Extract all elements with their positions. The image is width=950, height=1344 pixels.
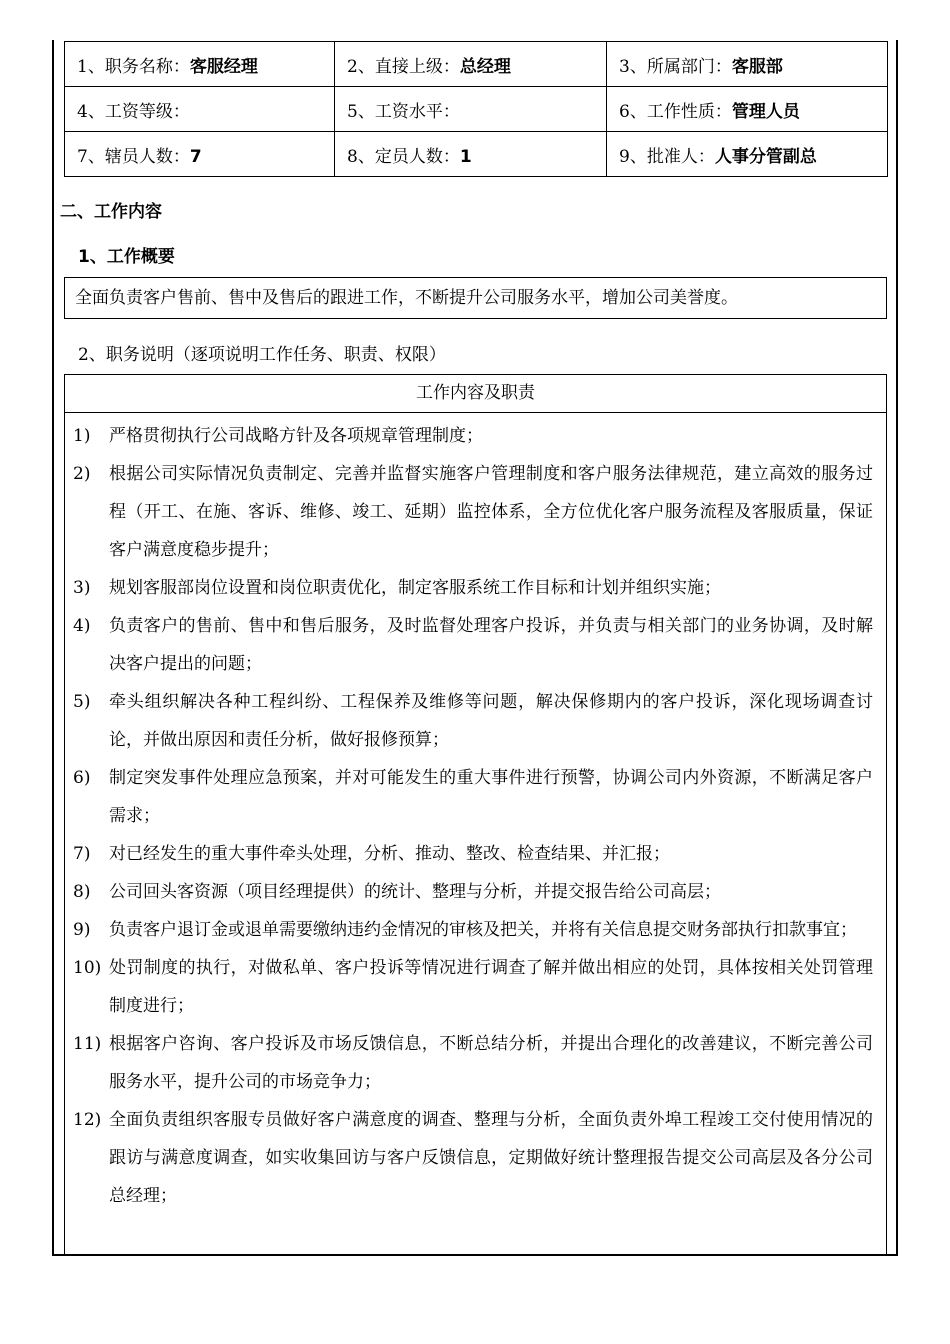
info-value: 客服部: [731, 56, 783, 77]
duty-text: 处罚制度的执行，对做私单、客户投诉等情况进行调查了解并做出相应的处罚，具体按相关处罚管理制度进行；: [109, 958, 873, 1016]
duty-text: 制定突发事件处理应急预案，并对可能发生的重大事件进行预警，协调公司内外资源，不断满足客户需求；: [109, 768, 873, 826]
duty-item: [65, 873, 886, 911]
duty-item: [65, 911, 886, 949]
info-label: 7、辖员人数：: [77, 146, 190, 167]
info-label: 5、工资水平：: [347, 101, 460, 122]
summary-title: 1、工作概要: [78, 247, 175, 267]
duty-item: [65, 949, 886, 1025]
info-cell: [335, 87, 607, 132]
duty-number: 8): [73, 882, 91, 902]
duty-text: 公司回头客资源（项目经理提供）的统计、整理与分析，并提交报告给公司高层；: [109, 882, 721, 902]
info-value: 客服经理: [189, 56, 258, 77]
duty-number: 1): [73, 426, 91, 446]
section-title: 二、工作内容: [60, 202, 162, 222]
duty-number: 4): [73, 616, 91, 636]
duty-number: 5): [73, 692, 91, 712]
info-row: [65, 132, 888, 177]
duty-number: 10): [73, 958, 102, 978]
duty-item: [65, 835, 886, 873]
info-value: 人事分管副总: [714, 146, 817, 167]
duty-text: 对已经发生的重大事件牵头处理，分析、推动、整改、检查结果、并汇报；: [109, 844, 670, 864]
duty-number: 9): [73, 920, 91, 940]
info-cell: [335, 42, 607, 87]
duty-text: 严格贯彻执行公司战略方针及各项规章管理制度；: [109, 426, 483, 446]
duty-number: 7): [73, 844, 91, 864]
info-label: 6、工作性质：: [619, 101, 732, 122]
duty-number: 6): [73, 768, 91, 788]
duty-number: 3): [73, 578, 91, 598]
duty-text: 牵头组织解决各种工程纠纷、工程保养及维修等问题，解决保修期内的客户投诉，深化现场调查讨论，并做出原因和责任分析，做好报修预算；: [109, 692, 873, 750]
info-value: 总经理: [459, 56, 511, 77]
info-row: [65, 87, 888, 132]
duty-text: 全面负责组织客服专员做好客户满意度的调查、整理与分析，全面负责外埠工程竣工交付使用情况的跟访与满意度调查，如实收集回访与客户反馈信息，定期做好统计整理报告提交公司高层及各分公司总经理；: [109, 1110, 873, 1206]
duty-item: [65, 607, 886, 683]
info-cell: [607, 132, 888, 177]
duty-table: [64, 374, 887, 1254]
info-cell: [607, 42, 888, 87]
duty-item: [65, 1101, 886, 1215]
duty-text: 负责客户退订金或退单需要缴纳违约金情况的审核及把关，并将有关信息提交财务部执行扣款事宜；: [109, 920, 857, 940]
duty-text: 规划客服部岗位设置和岗位职责优化，制定客服系统工作目标和计划并组织实施；: [109, 578, 721, 598]
duty-item: [65, 455, 886, 569]
duty-item: [65, 759, 886, 835]
duty-text: 负责客户的售前、售中和售后服务，及时监督处理客户投诉，并负责与相关部门的业务协调，及时解决客户提出的问题；: [109, 616, 873, 674]
duty-title: 2、职务说明（逐项说明工作任务、职责、权限）: [78, 345, 446, 365]
info-value: 7: [189, 146, 202, 167]
duty-text: 根据客户咨询、客户投诉及市场反馈信息，不断总结分析，并提出合理化的改善建议，不断完善公司服务水平，提升公司的市场竞争力；: [109, 1034, 873, 1092]
info-label: 9、批准人：: [619, 146, 715, 167]
info-row: [65, 42, 888, 87]
duty-item: [65, 1025, 886, 1101]
duty-number: 2): [73, 464, 91, 484]
duty-header: 工作内容及职责: [65, 375, 886, 413]
info-cell: [65, 42, 335, 87]
duty-text: 根据公司实际情况负责制定、完善并监督实施客户管理制度和客户服务法律规范，建立高效的服务过程（开工、在施、客诉、维修、竣工、延期）监控体系，全方位优化客户服务流程及客服质量，保证客户满意度稳步提升；: [109, 464, 873, 560]
info-label: 4、工资等级：: [77, 101, 190, 122]
info-label: 8、定员人数：: [347, 146, 460, 167]
info-cell: [65, 87, 335, 132]
info-cell: [65, 132, 335, 177]
duty-number: 11): [73, 1034, 102, 1054]
info-value: 管理人员: [731, 101, 800, 122]
info-value: 1: [459, 146, 472, 167]
info-label: 3、所属部门：: [619, 56, 732, 77]
info-cell: [607, 87, 888, 132]
job-info-table: [64, 41, 888, 177]
duty-number: 12): [73, 1110, 102, 1130]
duty-item: [65, 417, 886, 455]
duty-item: [65, 683, 886, 759]
duty-item: [65, 569, 886, 607]
duty-list: [65, 413, 886, 1215]
info-cell: [335, 132, 607, 177]
summary-text: 全面负责客户售前、售中及售后的跟进工作，不断提升公司服务水平，增加公司美誉度。: [64, 277, 887, 319]
info-label: 2、直接上级：: [347, 56, 460, 77]
info-label: 1、职务名称：: [77, 56, 190, 77]
